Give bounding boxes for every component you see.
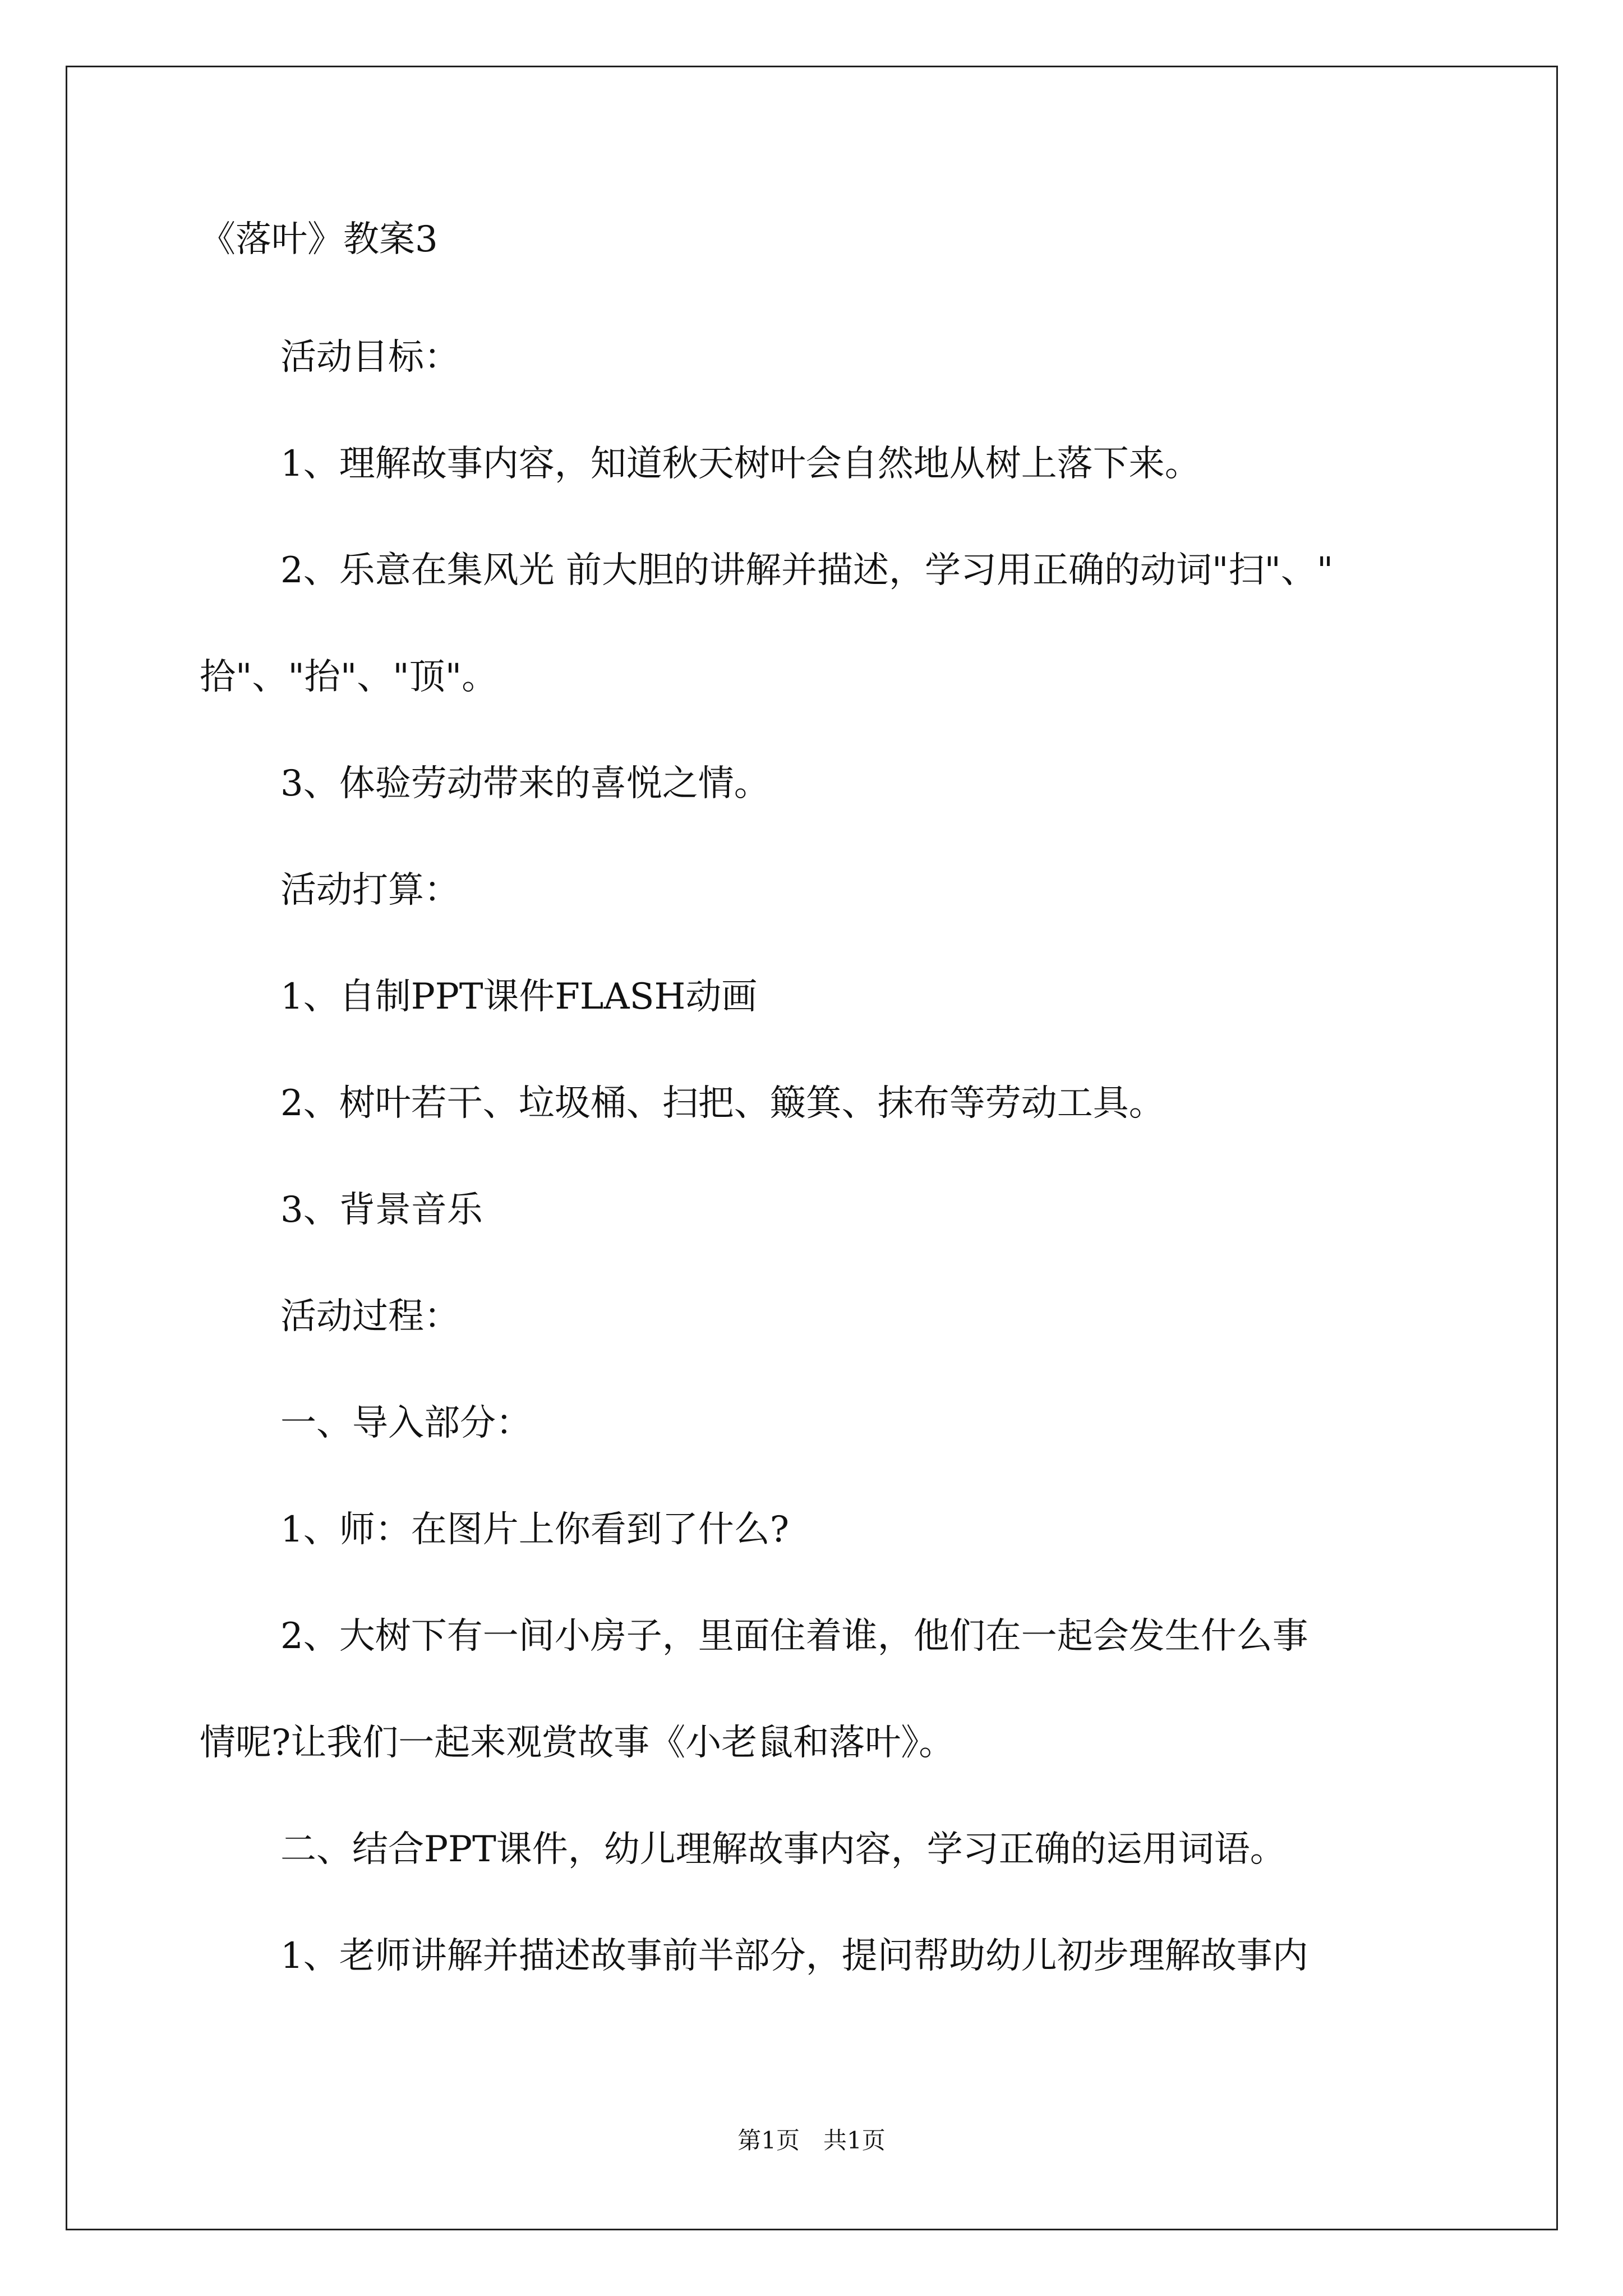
page-footer: 第1页 共1页 (737, 2127, 886, 2154)
paragraph-line: 2、乐意在集风光 前大胆的讲解并描述，学习用正确的动词"扫"、" (280, 550, 1334, 591)
section-heading-process: 活动过程： (280, 1296, 460, 1337)
section-heading-preparation: 活动打算： (280, 869, 460, 911)
paragraph-line: 1、理解故事内容，知道秋天树叶会自然地从树上落下来。 (280, 443, 1201, 485)
paragraph-line: 2、大树下有一间小房子，里面住着谁，他们在一起会发生什么事 (280, 1616, 1308, 1657)
section-heading-goals: 活动目标： (280, 337, 460, 378)
paragraph-line: 1、自制PPT课件FLASH动画 (280, 976, 758, 1018)
paragraph-line: 1、师：在图片上你看到了什么? (280, 1509, 790, 1550)
paragraph-line: 一、导入部分： (280, 1402, 532, 1444)
paragraph-line: 拾"、"抬"、"顶"。 (200, 656, 498, 698)
paragraph-line: 1、老师讲解并描述故事前半部分，提问帮助幼儿初步理解故事内 (280, 1935, 1308, 1977)
paragraph-line: 2、树叶若干、垃圾桶、扫把、簸箕、抹布等劳动工具。 (280, 1083, 1165, 1124)
paragraph-line: 二、结合PPT课件，幼儿理解故事内容，学习正确的运用词语。 (280, 1829, 1286, 1870)
page-border (66, 66, 1558, 2230)
document-title: 《落叶》教案3 (200, 219, 438, 260)
paragraph-line: 3、体验劳动带来的喜悦之情。 (280, 763, 770, 804)
paragraph-line: 情呢?让我们一起来观赏故事《小老鼠和落叶》。 (200, 1722, 955, 1764)
paragraph-line: 3、背景音乐 (280, 1189, 483, 1231)
